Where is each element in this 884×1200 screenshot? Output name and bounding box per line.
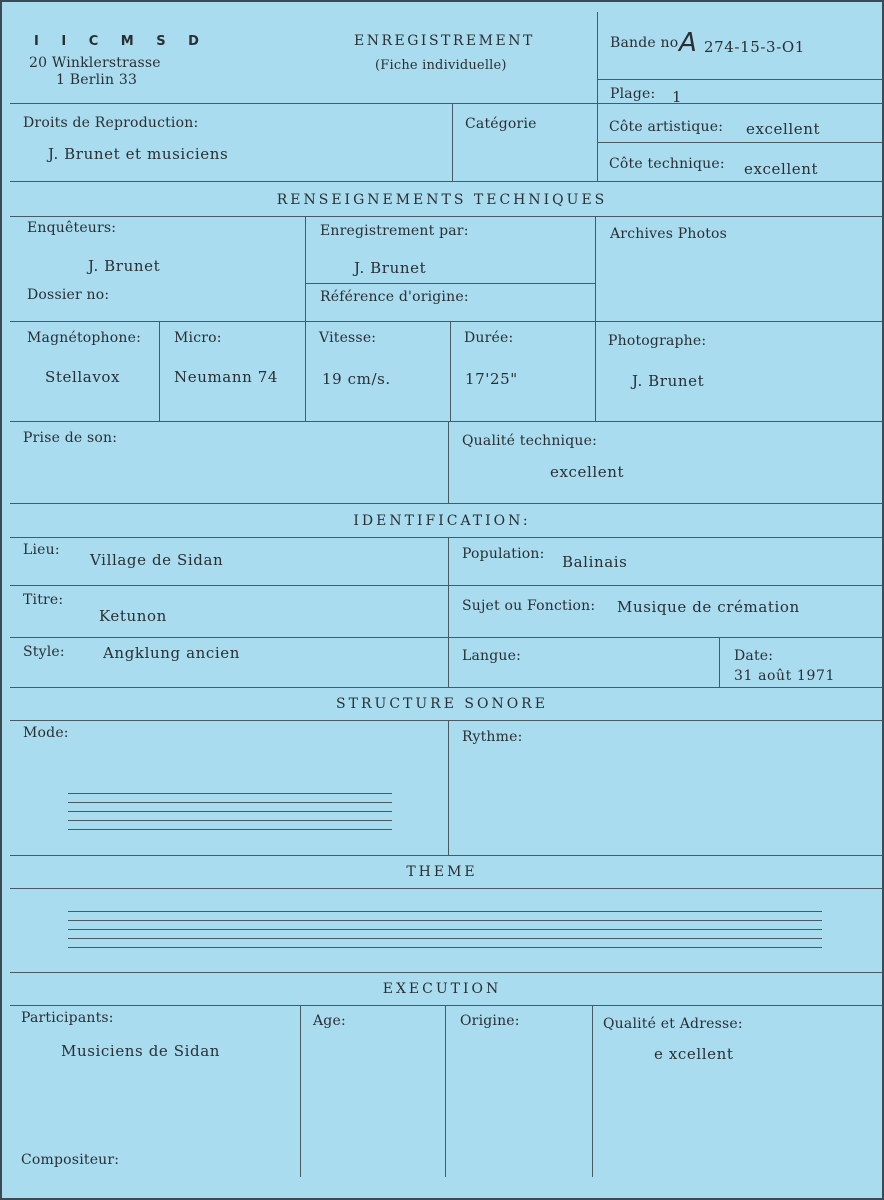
rule: [10, 720, 882, 721]
mode-staff-line: [68, 793, 392, 794]
category-label: Catégorie: [465, 116, 537, 132]
duree-value: 17'25": [465, 370, 518, 388]
qualite-adresse-value: e xcellent: [654, 1045, 734, 1063]
prise-de-son-label: Prise de son:: [23, 430, 118, 446]
rule: [597, 142, 882, 143]
sujet-value: Musique de crémation: [617, 598, 800, 616]
date-label: Date:: [734, 648, 774, 664]
lieu-value: Village de Sidan: [90, 551, 224, 569]
rule: [10, 1005, 882, 1006]
participants-label: Participants:: [21, 1010, 114, 1026]
theme-staff-line: [68, 920, 822, 921]
rule: [448, 720, 449, 855]
cote-technique-value: excellent: [744, 160, 819, 178]
reference-label: Référence d'origine:: [320, 289, 469, 305]
style-value: Angklung ancien: [103, 644, 241, 662]
rule: [10, 103, 882, 104]
theme-staff-line: [68, 947, 822, 948]
micro-label: Micro:: [174, 330, 222, 346]
archives-photos-label: Archives Photos: [610, 226, 728, 242]
rule: [448, 421, 449, 503]
lieu-label: Lieu:: [23, 542, 60, 558]
sujet-label: Sujet ou Fonction:: [462, 598, 596, 614]
mode-staff-line: [68, 811, 392, 812]
form-title: ENREGISTREMENT: [354, 33, 535, 49]
rule: [597, 79, 882, 80]
rule: [452, 103, 453, 181]
duree-label: Durée:: [464, 330, 514, 346]
rule: [10, 585, 882, 586]
rule: [10, 972, 882, 973]
theme-staff-line: [68, 938, 822, 939]
cote-artistique-label: Côte artistique:: [609, 119, 724, 135]
rule: [10, 181, 882, 182]
rule: [450, 321, 451, 421]
age-label: Age:: [313, 1013, 346, 1029]
participants-value: Musiciens de Sidan: [61, 1042, 221, 1060]
rule: [445, 1005, 446, 1177]
dossier-label: Dossier no:: [27, 287, 110, 303]
titre-value: Ketunon: [99, 607, 167, 625]
magnetophone-label: Magnétophone:: [27, 330, 142, 346]
rule: [10, 216, 882, 217]
mode-staff-line: [68, 820, 392, 821]
style-label: Style:: [23, 644, 65, 660]
bande-value: 274-15-3-O1: [704, 38, 805, 56]
enqueteurs-value: J. Brunet: [88, 257, 161, 275]
rule: [10, 537, 882, 538]
mode-label: Mode:: [23, 725, 69, 741]
cote-technique-label: Côte technique:: [609, 156, 725, 172]
org-address-city: 1 Berlin 33: [56, 72, 138, 88]
qualite-technique-value: excellent: [550, 463, 625, 481]
rythme-label: Rythme:: [462, 729, 523, 745]
date-value: 31 août 1971: [734, 668, 835, 684]
enregistrement-par-label: Enregistrement par:: [320, 223, 469, 239]
cote-artistique-value: excellent: [746, 120, 821, 138]
rule: [10, 503, 882, 504]
rights-label: Droits de Reproduction:: [23, 115, 199, 131]
bande-label: Bande no: [610, 35, 679, 51]
vitesse-value: 19 cm/s.: [322, 370, 391, 388]
enregistrement-par-value: J. Brunet: [354, 259, 427, 277]
rule: [10, 321, 882, 322]
form-subtitle: (Fiche individuelle): [375, 58, 507, 73]
rights-value: J. Brunet et musiciens: [48, 145, 229, 163]
rule: [305, 216, 306, 421]
rule: [159, 321, 160, 421]
vitesse-label: Vitesse:: [319, 330, 377, 346]
qualite-technique-label: Qualité technique:: [462, 433, 598, 449]
population-label: Population:: [462, 546, 545, 562]
identification-heading: IDENTIFICATION:: [353, 513, 531, 529]
titre-label: Titre:: [23, 592, 64, 608]
rule: [10, 637, 882, 638]
plage-label: Plage:: [610, 86, 656, 102]
rule: [10, 687, 882, 688]
photographe-label: Photographe:: [608, 333, 707, 349]
mode-staff-line: [68, 829, 392, 830]
rule: [592, 1005, 593, 1177]
rule: [10, 855, 882, 856]
theme-staff-line: [68, 929, 822, 930]
structure-heading: STRUCTURE SONORE: [336, 696, 548, 712]
qualite-adresse-label: Qualité et Adresse:: [603, 1016, 743, 1032]
rule: [305, 283, 595, 284]
compositeur-label: Compositeur:: [21, 1152, 120, 1168]
origine-label: Origine:: [460, 1013, 520, 1029]
plage-value: 1: [672, 88, 683, 106]
rule: [595, 216, 596, 421]
rule: [300, 1005, 301, 1177]
rule: [10, 888, 882, 889]
mode-staff-line: [68, 802, 392, 803]
technical-heading: RENSEIGNEMENTS TECHNIQUES: [276, 192, 608, 208]
population-value: Balinais: [562, 553, 628, 571]
micro-value: Neumann 74: [174, 368, 279, 386]
bande-prefix: A: [679, 28, 697, 58]
execution-heading: EXECUTION: [382, 981, 502, 997]
theme-heading: THEME: [406, 864, 478, 880]
rule: [597, 12, 598, 103]
rule: [719, 637, 720, 687]
org-address-street: 20 Winklerstrasse: [29, 55, 161, 71]
org-name: I I C M S D: [34, 34, 208, 49]
photographe-value: J. Brunet: [632, 372, 705, 390]
magnetophone-value: Stellavox: [45, 368, 121, 386]
rule: [448, 537, 449, 687]
record-card: [2, 2, 882, 1198]
enqueteurs-label: Enquêteurs:: [27, 220, 117, 236]
rule: [10, 421, 882, 422]
theme-staff-line: [68, 911, 822, 912]
langue-label: Langue:: [462, 648, 522, 664]
